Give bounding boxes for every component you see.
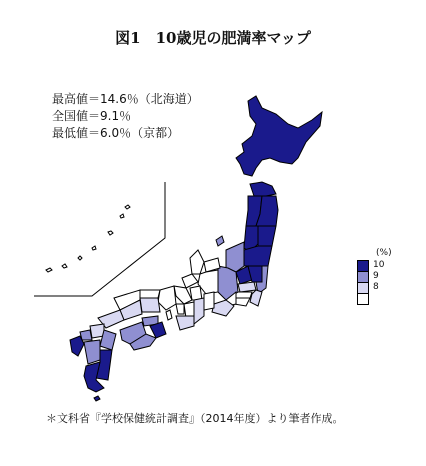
miyagi: [258, 226, 276, 246]
legend-label: 9: [373, 271, 379, 281]
okayama: [140, 298, 160, 312]
kagoshima-islands: [94, 396, 100, 401]
tokyo: [236, 292, 252, 298]
legend-label: 10: [373, 260, 385, 270]
aomori: [250, 182, 276, 196]
osaka: [176, 304, 184, 314]
nagasaki: [70, 336, 84, 356]
min-value-text: 最低値＝6.0％（京都）: [52, 126, 180, 140]
okinawa-islands: [46, 205, 130, 272]
kumamoto: [84, 340, 100, 364]
okinawa-inset-frame: [34, 182, 165, 296]
max-value-text: 最高値＝14.6％（北海道）: [52, 92, 199, 106]
aichi: [204, 292, 214, 310]
legend-unit: (%): [376, 248, 392, 258]
national-value-text: 全国値＝9.1％: [52, 109, 132, 123]
shiga: [190, 286, 202, 300]
sado: [216, 236, 224, 246]
legend-label: 8: [373, 282, 379, 292]
map-title: 図1 10歳児の肥満率マップ: [115, 29, 311, 47]
kyoto: [174, 286, 192, 304]
mie: [194, 298, 204, 324]
saitama: [238, 282, 256, 292]
hokkaido: [236, 96, 322, 176]
fukui: [182, 274, 198, 288]
legend-swatch: [357, 293, 369, 305]
niigata: [226, 242, 244, 272]
hyogo: [158, 286, 176, 310]
awaji: [166, 310, 172, 320]
tottori: [140, 290, 160, 298]
fukushima: [244, 246, 272, 266]
source-note: ＊文科省『学校保健統計調査』（2014年度）より筆者作成。: [46, 412, 344, 425]
ishikawa: [190, 250, 204, 274]
fukuoka: [90, 324, 104, 338]
wakayama: [176, 316, 194, 330]
